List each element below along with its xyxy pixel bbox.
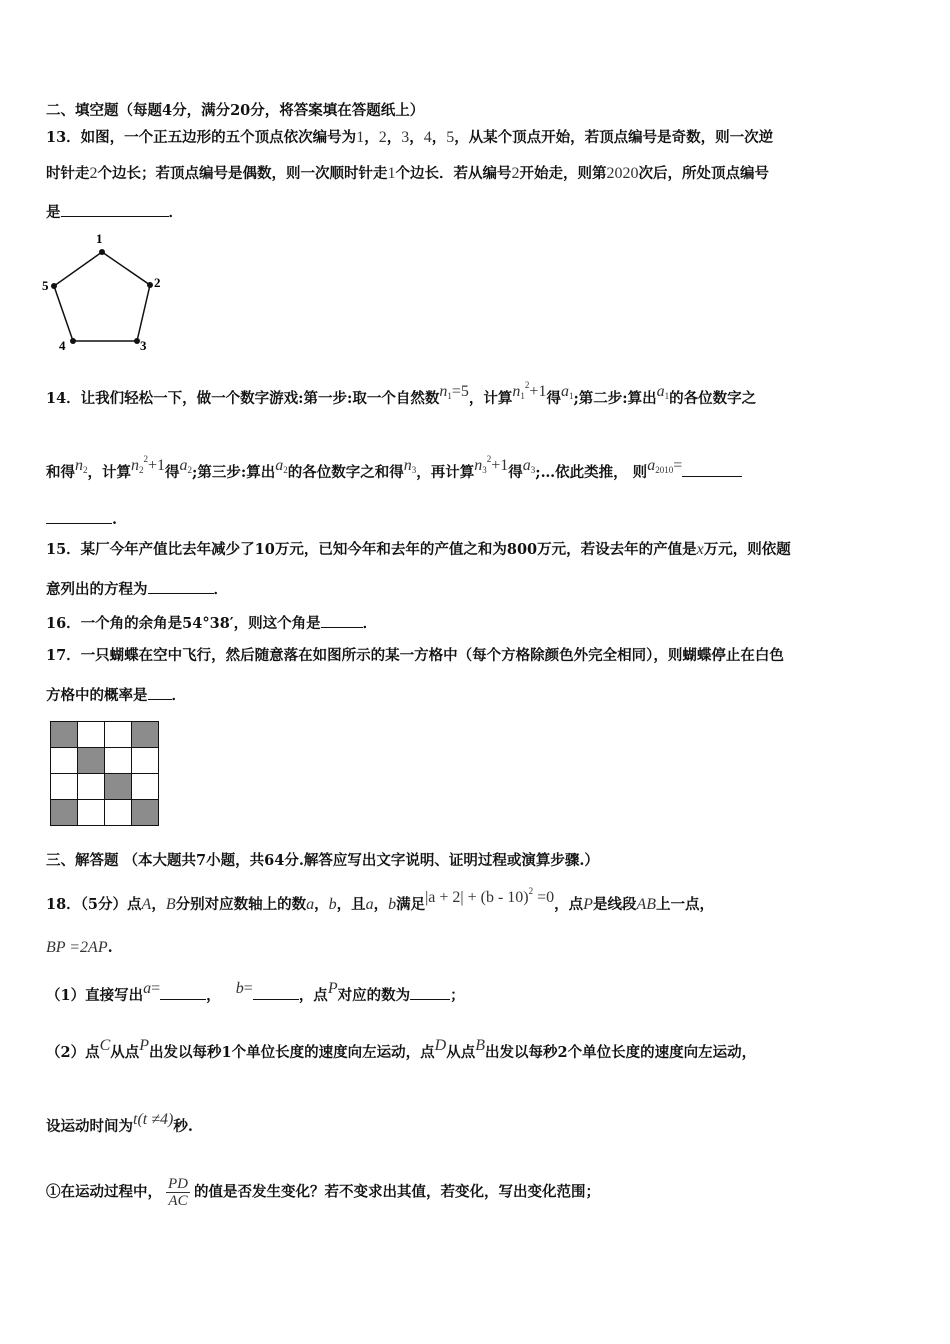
q13-text: ． xyxy=(168,204,183,221)
q16-text: 16．一个角的余角是54°38′，则这个角是 xyxy=(46,615,321,632)
q15-text: 意列出的方程为 xyxy=(46,581,148,598)
math-sup: 2 xyxy=(143,454,148,464)
math-B: B xyxy=(165,896,176,913)
answer-blank[interactable] xyxy=(148,578,214,594)
math-sub: 2 xyxy=(283,465,288,475)
math-eq: = xyxy=(673,457,683,474)
q14-text: ，再计算 xyxy=(416,464,475,481)
pentagon-shape xyxy=(54,252,150,341)
q15-text: 万元，则依题 xyxy=(703,541,791,558)
q14-text: 得 xyxy=(165,464,180,481)
q18-part-2-cont xyxy=(46,1111,193,1137)
q18-text: 设运动时间为 xyxy=(46,1118,133,1135)
math-plus: +1 xyxy=(148,457,166,474)
math-n: n xyxy=(75,457,83,474)
math-a: a xyxy=(275,457,284,474)
q16-text: ． xyxy=(362,615,378,632)
grid-row xyxy=(51,748,159,774)
fraction-pd-ac xyxy=(166,1176,190,1209)
math-C: C xyxy=(99,1037,111,1054)
math-a: a xyxy=(143,980,152,997)
q18-text: 的值是否发生变化？若不变求出其值，若变化，写出变化范围； xyxy=(194,1183,600,1201)
math-P: P xyxy=(327,980,338,997)
math-eq: = xyxy=(151,980,161,997)
answer-blank[interactable] xyxy=(321,612,363,628)
grid-cell-white xyxy=(132,748,159,774)
grid-cell-white xyxy=(51,774,78,800)
math-sup: 2 xyxy=(524,380,530,390)
math-plus: +1 xyxy=(491,457,509,474)
q18-sub-1 xyxy=(46,1176,600,1209)
math-eq: =5 xyxy=(451,383,469,400)
q13-text: 是 xyxy=(46,204,61,221)
q18-text: 18．（5分）点 xyxy=(46,896,142,913)
q18-line-1 xyxy=(46,888,714,915)
q17-text: 方格中的概率是 xyxy=(46,687,148,704)
q15-text: ． xyxy=(213,581,228,598)
math-x: x xyxy=(696,541,704,558)
q18-text: ， xyxy=(373,896,389,913)
grid-cell-white xyxy=(78,800,105,826)
math-n: n xyxy=(512,383,521,400)
q13-text: 13．如图，一个正五边形的五个顶点依次编号为 xyxy=(46,129,357,146)
vertex-dot xyxy=(51,283,57,289)
section-header-solve: 三、解答题 （本大题共7小题，共64分.解答应写出文字说明、证明过程或演算步骤.） xyxy=(46,852,599,869)
q18-text: ； xyxy=(450,987,465,1004)
math-a: a xyxy=(365,896,374,913)
answer-blank[interactable] xyxy=(46,508,112,524)
probability-grid xyxy=(50,721,159,826)
q18-text: . xyxy=(107,939,113,956)
math-b: b xyxy=(388,896,397,913)
grid-cell-gray xyxy=(78,748,105,774)
q13-num-3: 3 xyxy=(401,129,410,146)
math-b: b xyxy=(328,896,337,913)
math-sup: 2 xyxy=(528,886,534,896)
math-A: A xyxy=(141,896,152,913)
math-a: a xyxy=(306,896,315,913)
vertex-dot xyxy=(147,282,153,288)
fraction-denominator: AC xyxy=(168,1193,188,1209)
grid-cell-gray xyxy=(132,800,159,826)
grid-row xyxy=(51,774,159,800)
vertex-label: 2 xyxy=(154,275,161,290)
math-n: n xyxy=(474,457,483,474)
math-P: P xyxy=(583,896,593,913)
q13-text: ，从某个顶点开始，若顶点编号是奇数，则一次逆 xyxy=(454,129,774,146)
grid-cell-white xyxy=(78,774,105,800)
q14-text: . xyxy=(112,511,118,528)
grid-cell-white xyxy=(51,748,78,774)
q14-text: 14．让我们轻松一下，做一个数字游戏:第一步:取一个自然数 xyxy=(46,390,440,407)
math-a: a xyxy=(647,457,656,474)
math-sub: 1 xyxy=(447,391,452,401)
q18-part-2 xyxy=(46,1037,757,1063)
q15-line-1 xyxy=(46,540,791,560)
answer-blank[interactable] xyxy=(148,684,172,700)
q18-text: 从点 xyxy=(110,1044,140,1061)
math-sub: 3 xyxy=(411,465,417,475)
q15-line-2 xyxy=(46,578,228,600)
answer-blank[interactable] xyxy=(61,201,169,217)
grid-cell-gray xyxy=(132,722,159,748)
q18-text: ，且 xyxy=(336,896,366,913)
vertex-label: 5 xyxy=(42,278,49,293)
q13-num-2: 2 xyxy=(378,129,387,146)
vertex-label: 3 xyxy=(140,338,147,353)
math-sub: 2 xyxy=(139,465,144,475)
grid-row xyxy=(51,722,159,748)
vertex-dot xyxy=(70,338,76,344)
grid-cell-white xyxy=(105,748,132,774)
answer-blank[interactable] xyxy=(160,984,206,1000)
q14-text: 和得 xyxy=(46,464,75,481)
math-n: n xyxy=(439,383,448,400)
q18-text: 出发以每秒2个单位长度的速度向左运动， xyxy=(484,1044,757,1061)
math-a: a xyxy=(522,457,531,474)
q14-text: ;第二步:算出 xyxy=(573,390,657,407)
grid-row xyxy=(51,800,159,826)
q14-text: 得 xyxy=(546,390,561,407)
vertex-dot xyxy=(99,249,105,255)
q18-text: 分别对应数轴上的数 xyxy=(175,896,307,913)
q13-num-1: 1 xyxy=(356,129,365,146)
math-sub: 2 xyxy=(83,465,88,475)
q18-text: 满足 xyxy=(396,896,426,913)
q13-comma: ， xyxy=(386,129,402,146)
q14-line-2 xyxy=(46,456,742,487)
q18-text: 秒. xyxy=(173,1118,193,1135)
q13-num: 2 xyxy=(511,165,520,182)
q18-text: （2）点 xyxy=(46,1044,100,1061)
q13-num: 2 xyxy=(89,165,98,182)
q14-text: ，计算 xyxy=(87,464,131,481)
q13-num-5: 5 xyxy=(446,129,455,146)
q13-comma: ， xyxy=(409,129,424,146)
q14-text: ;第三步:算出 xyxy=(192,464,276,481)
pentagon-figure xyxy=(40,228,170,356)
q18-text: （1）直接写出 xyxy=(46,987,144,1004)
math-B: B xyxy=(475,1037,485,1054)
q13-line-1 xyxy=(46,128,773,148)
q18-text: ， xyxy=(206,987,221,1004)
fraction-numerator: PD xyxy=(168,1176,188,1192)
math-b: b xyxy=(235,980,244,997)
math-sub: 3 xyxy=(482,465,487,475)
math-condition: |a + 2| + (b - 10) xyxy=(425,889,529,906)
q18-part-1 xyxy=(46,980,465,1006)
q17-line-1: 17．一只蝴蝶在空中飞行，然后随意落在如图所示的某一方格中（每个方格除颜色外完全相同），则蝴蝶停止在白色 xyxy=(46,647,784,664)
vertex-label: 1 xyxy=(96,231,103,246)
answer-blank[interactable] xyxy=(253,984,299,1000)
math-a: a xyxy=(560,383,569,400)
q13-num-4: 4 xyxy=(423,129,432,146)
answer-blank[interactable] xyxy=(410,984,450,1000)
q17-text: ． xyxy=(171,687,186,704)
q18-text: ， xyxy=(314,896,329,913)
q17-line-2 xyxy=(46,684,186,706)
q13-line-3 xyxy=(46,201,183,223)
q18-text: ， xyxy=(151,896,166,913)
q18-text: ，点 xyxy=(554,896,584,913)
grid-cell-white xyxy=(132,774,159,800)
grid-cell-gray xyxy=(51,722,78,748)
q13-text: 个边长；若顶点编号是偶数，则一次顺时针走 xyxy=(97,165,388,182)
q16-line xyxy=(46,612,377,634)
grid-cell-white xyxy=(78,722,105,748)
math-a: a xyxy=(179,457,188,474)
q14-text: 的各位数字之 xyxy=(669,390,757,407)
math-P: P xyxy=(139,1037,150,1054)
vertex-label: 4 xyxy=(59,338,66,353)
section-header-fill-in: 二、填空题（每题4分，满分20分，将答案填在答题纸上） xyxy=(46,102,425,119)
q14-line-3 xyxy=(46,508,117,530)
math-n: n xyxy=(131,457,139,474)
math-sup: 2 xyxy=(486,454,492,464)
q14-line-1 xyxy=(46,382,756,413)
q13-comma: ， xyxy=(431,129,447,146)
q13-text: 时针走 xyxy=(46,165,90,182)
math-n: n xyxy=(403,457,412,474)
q14-text: ，计算 xyxy=(468,390,513,407)
q14-text: 的各位数字之和得 xyxy=(287,464,404,481)
q18-text: ①在运动过程中， xyxy=(46,1183,162,1201)
q13-line-2 xyxy=(46,164,769,184)
math-plus: +1 xyxy=(529,383,547,400)
q18-text: 从点 xyxy=(446,1044,476,1061)
q13-num: 1 xyxy=(387,165,396,182)
q14-text: 得 xyxy=(508,464,523,481)
q15-text: 15．某厂今年产值比去年减少了10万元，已知今年和去年的产值之和为800万元，若设去年的产值是 xyxy=(46,541,697,558)
q13-text: 次后，所处顶点编号 xyxy=(638,165,769,182)
q13-num: 2020 xyxy=(606,165,639,182)
q18-text: 对应的数为 xyxy=(337,987,411,1004)
math-sub: 2 xyxy=(187,465,193,475)
math-sub: 3 xyxy=(530,465,536,475)
grid-cell-gray xyxy=(51,800,78,826)
q13-comma: ， xyxy=(364,129,379,146)
math-sub: 1 xyxy=(664,391,670,401)
q18-text: 上一点， xyxy=(656,896,714,913)
q13-text: 开始走，则第 xyxy=(519,165,607,182)
grid-cell-white xyxy=(105,800,132,826)
q13-text: 个边长．若从编号 xyxy=(395,165,512,182)
q18-line-2 xyxy=(46,938,113,958)
math-sub: 2010 xyxy=(655,465,674,475)
math-eq: =0 xyxy=(533,889,555,906)
math-D: D xyxy=(434,1037,447,1054)
math-t-condition: (t ≠4) xyxy=(137,1111,174,1128)
q14-text: ;…依此类推， 则 xyxy=(535,464,648,481)
q18-text: 出发以每秒1个单位长度的速度向左运动，点 xyxy=(149,1044,435,1061)
math-condition: BP =2AP xyxy=(46,939,108,956)
grid-cell-white xyxy=(105,722,132,748)
math-AB: AB xyxy=(636,896,656,913)
q18-text: ，点 xyxy=(298,987,328,1004)
math-sub: 1 xyxy=(520,391,525,401)
q18-text: 是线段 xyxy=(592,896,637,913)
answer-blank[interactable] xyxy=(682,461,742,477)
math-eq: = xyxy=(243,980,253,997)
math-t: t xyxy=(133,1111,138,1128)
math-a: a xyxy=(656,383,665,400)
math-sub: 1 xyxy=(568,391,574,401)
grid-cell-gray xyxy=(105,774,132,800)
